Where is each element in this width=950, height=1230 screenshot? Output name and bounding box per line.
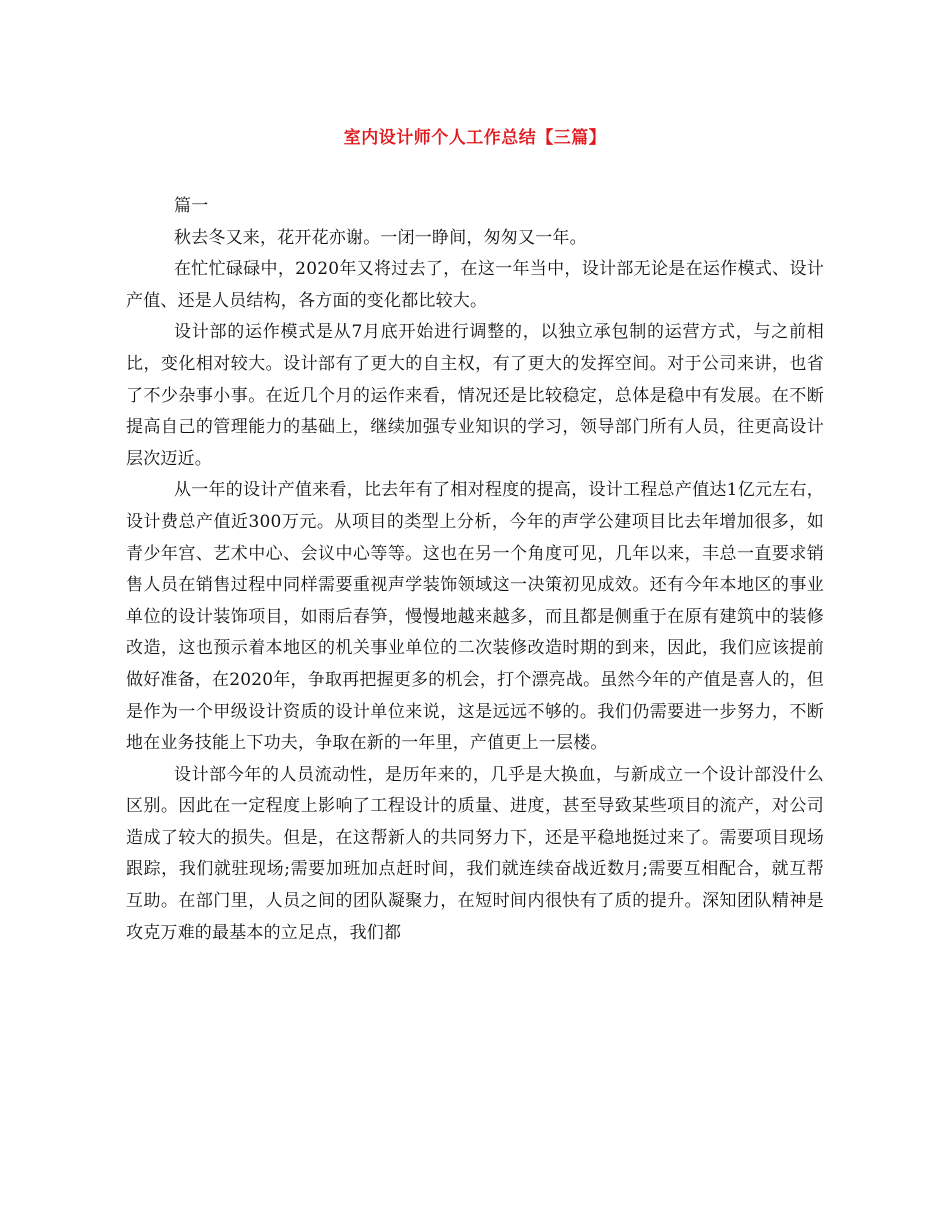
document-body — [126, 191, 824, 949]
paragraph: 从一年的设计产值来看，比去年有了相对程度的提高，设计工程总产值达1亿元左右，设计费总产值近300万元。从项目的类型上分析，今年的声学公建项目比去年增加很多，如青少年宫、艺术中心、会议中心等等。这也在另一个角度可见，几年以来，丰总一直要求销售人员在销售过程中同样需要重视声学装饰领域这一决策初见成效。还有今年本地区的事业单位的设计装饰项目，如雨后春笋，慢慢地越来越多，而且都是侧重于在原有建筑中的装修改造，这也预示着本地区的机关事业单位的二次装修改造时期的到来，因此，我们应该提前做好准备，在2020年，争取再把握更多的机会，打个漂亮战。虽然今年的产值是喜人的，但是作为一个甲级设计资质的设计单位来说，这是远远不够的。我们仍需要进一步努力，不断地在业务技能上下功夫，争取在新的一年里，产值更上一层楼。 — [126, 480, 824, 754]
document-title: 室内设计师个人工作总结【三篇】 — [343, 128, 607, 148]
section-heading: 篇一 — [174, 196, 209, 216]
paragraph: 设计部今年的人员流动性，是历年来的，几乎是大换血，与新成立一个设计部没什么区别。因此在一定程度上影响了工程设计的质量、进度，甚至导致某些项目的流产，对公司造成了较大的损失。但是，在这帮新人的共同努力下，还是平稳地挺过来了。需要项目现场跟踪，我们就驻现场;需要加班加点赶时间，我们就连续奋战近数月;需要互相配合，就互帮互助。在部门里，人员之间的团队凝聚力，在短时间内很快有了质的提升。深知团队精神是攻克万难的最基本的立足点，我们都 — [126, 764, 824, 943]
paragraph: 设计部的运作模式是从7月底开始进行调整的，以独立承包制的运营方式，与之前相比，变化相对较大。设计部有了更大的自主权，有了更大的发挥空间。对于公司来讲，也省了不少杂事小事。在近几个月的运作来看，情况还是比较稳定，总体是稳中有发展。在不断提高自己的管理能力的基础上，继续加强专业知识的学习，领导部门所有人员，往更高设计层次迈近。 — [126, 322, 824, 469]
paragraph: 在忙忙碌碌中，2020年又将过去了，在这一年当中，设计部无论是在运作模式、设计产值、还是人员结构，各方面的变化都比较大。 — [126, 259, 824, 311]
paragraph: 秋去冬又来，花开花亦谢。一闭一睁间，匆匆又一年。 — [174, 227, 587, 248]
